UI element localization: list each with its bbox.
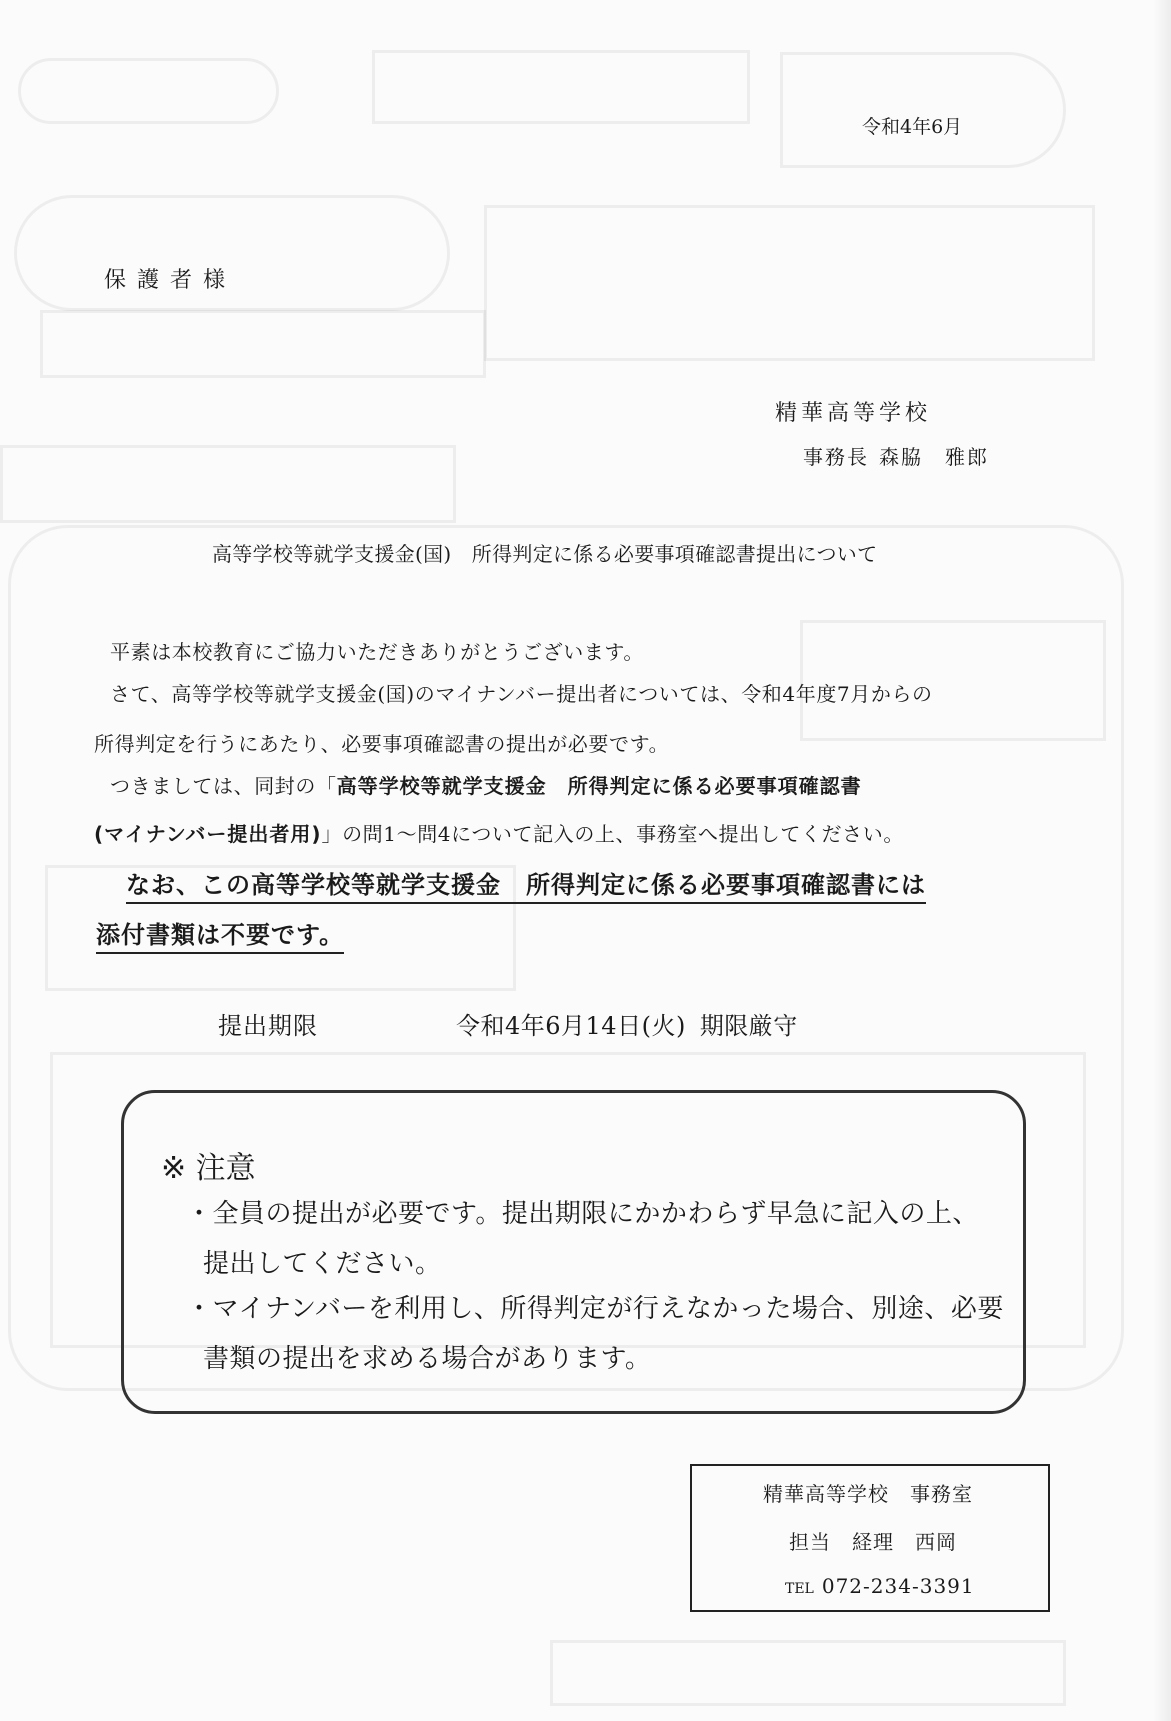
no-attachment-note: なお、この高等学校等就学支援金 所得判定に係る必要事項確認書には [126, 865, 926, 904]
show-through-rect [0, 445, 456, 523]
body-paragraph-line [110, 770, 862, 799]
body-text: 」の問1～問4について記入の上、事務室へ提出してください。 [321, 822, 904, 846]
contact-staff: 担当 経理 西岡 [789, 1530, 957, 1554]
show-through-text [70, 465, 100, 509]
notice-item: ・全員の提出が必要です。提出期限にかかわらず早急に記入の上、 [186, 1199, 979, 1229]
show-through-rect [550, 1640, 1066, 1706]
show-through-rect [40, 310, 486, 378]
deadline-label: 提出期限 [218, 1012, 318, 1040]
document-name-emphasis: (マイナンバー提出者用) [94, 822, 322, 846]
document-name-emphasis: 高等学校等就学支援金 所得判定に係る必要事項確認書 [336, 774, 862, 798]
show-through-rect [372, 50, 750, 124]
body-greeting: 平素は本校教育にご協力いただきありがとうございます。 [110, 640, 644, 664]
letter-subject: 高等学校等就学支援金(国) 所得判定に係る必要事項確認書提出について [212, 542, 878, 566]
body-paragraph-line: 所得判定を行うにあたり、必要事項確認書の提出が必要です。 [94, 732, 670, 756]
body-paragraph-line [94, 818, 904, 847]
show-through-rect [484, 205, 1095, 361]
notice-item-continued: 書類の提出を求める場合があります。 [203, 1344, 652, 1374]
notice-item: ・マイナンバーを利用し、所得判定が行えなかった場合、別途、必要 [186, 1294, 1004, 1324]
deadline-value [456, 1006, 798, 1041]
phone-number: 072-234-3391 [821, 1574, 975, 1598]
show-through-oval [18, 58, 279, 124]
notice-item-continued: 提出してください。 [203, 1249, 442, 1279]
letter-date: 令和4年6月 [862, 116, 963, 138]
body-text: つきましては、同封の「 [110, 774, 337, 798]
show-through-arrow [780, 52, 1066, 168]
tel-mark: TEL [785, 1581, 814, 1597]
sender-name: 森脇 雅郎 [879, 445, 989, 469]
sender-title: 事務長 [803, 445, 869, 469]
contact-office: 精華高等学校 事務室 [763, 1482, 973, 1506]
addressee: 保護者様 [104, 268, 237, 293]
deadline-note: 期限厳守 [699, 1012, 798, 1040]
no-attachment-note: 添付書類は不要です。 [96, 915, 344, 954]
sender-signature [803, 441, 989, 470]
contact-phone [785, 1574, 975, 1598]
deadline-date: 令和4年6月14日(火) [456, 1012, 686, 1040]
sender-school: 精華高等学校 [775, 401, 932, 426]
body-paragraph-line: さて、高等学校等就学支援金(国)のマイナンバー提出者については、令和4年度7月からの [110, 682, 933, 706]
notice-title: ※ 注意 [161, 1151, 256, 1186]
